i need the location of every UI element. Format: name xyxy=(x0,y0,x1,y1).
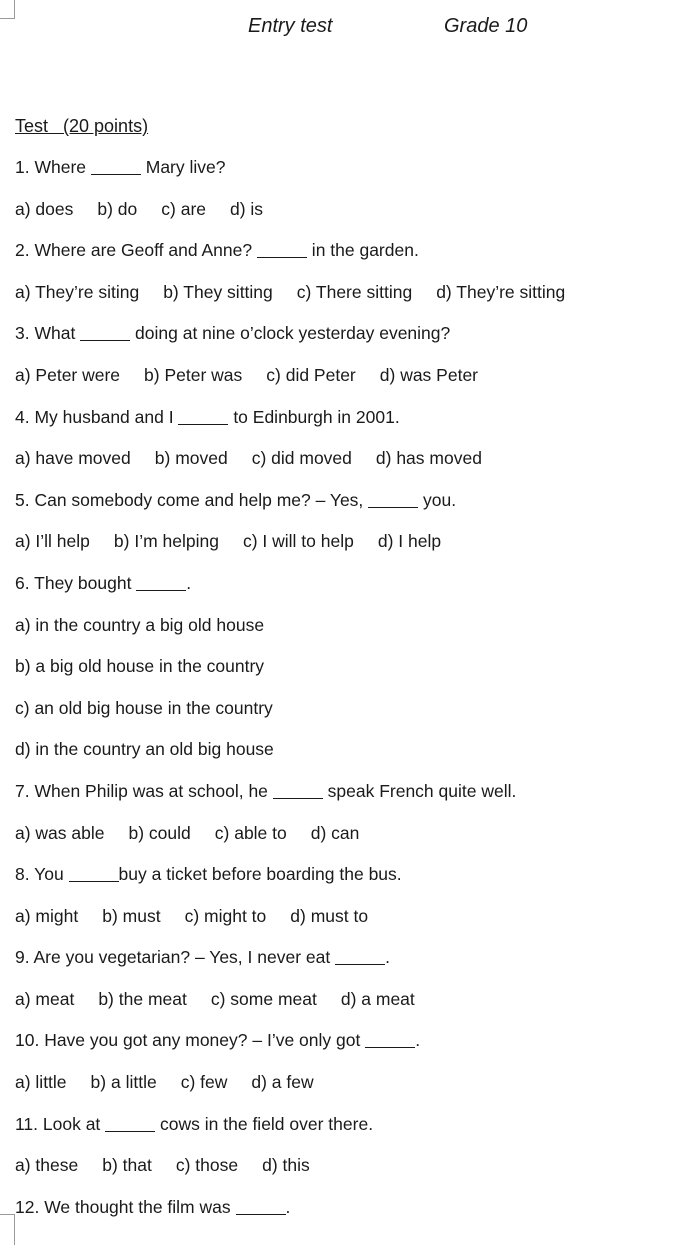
answer-options xyxy=(15,196,675,238)
answer-option[interactable]: d) was Peter xyxy=(379,364,478,385)
answer-options xyxy=(15,986,675,1028)
question-text: 9. Are you vegetarian? – Yes, I never eat xyxy=(15,947,336,968)
answer-option[interactable]: a) I’ll help xyxy=(15,531,90,552)
answer-option[interactable]: d) They’re sitting xyxy=(436,281,566,302)
question-text-end: . xyxy=(415,1030,421,1051)
answer-options xyxy=(15,1152,675,1194)
question-text: 7. When Philip was at school, he xyxy=(15,780,273,801)
question-11 xyxy=(15,1111,675,1153)
question-text-end: doing at nine o’clock yesterday evening? xyxy=(130,323,451,344)
answer-option[interactable]: d) has moved xyxy=(375,448,482,469)
answer-blank[interactable] xyxy=(80,322,130,341)
answer-blank[interactable] xyxy=(105,1113,155,1132)
question-text-end: . xyxy=(385,947,390,968)
answer-blank[interactable] xyxy=(257,239,307,258)
page-corner-mark-bottom xyxy=(0,1214,15,1245)
answer-option[interactable]: c) might to xyxy=(184,905,267,926)
question-text-end: speak French quite well. xyxy=(322,780,517,801)
question-text-end: Mary live? xyxy=(140,157,226,177)
answer-option[interactable]: a) was able xyxy=(15,822,105,843)
test-title: Entry test xyxy=(248,15,333,37)
answer-options xyxy=(15,362,675,404)
answer-option[interactable]: d) this xyxy=(262,1155,310,1176)
answer-option[interactable]: a) meat xyxy=(15,988,75,1009)
page-corner-mark-top xyxy=(0,0,15,19)
answer-option[interactable]: a) They’re siting xyxy=(15,281,140,302)
question-6 xyxy=(15,570,675,612)
question-1 xyxy=(15,154,675,196)
answer-option[interactable]: c) are xyxy=(161,198,206,219)
answer-option[interactable]: a) might xyxy=(15,905,79,926)
answer-option[interactable]: a) little xyxy=(15,1072,67,1093)
question-8 xyxy=(15,861,675,903)
answer-blank[interactable] xyxy=(273,780,323,799)
question-text-end: to Edinburgh in 2001. xyxy=(228,406,400,427)
answer-option[interactable]: c) some meat xyxy=(210,988,317,1009)
answer-options xyxy=(15,279,675,321)
answer-blank[interactable] xyxy=(69,863,119,882)
answer-blank[interactable] xyxy=(368,489,418,508)
answer-option[interactable]: a) in the country a big old house xyxy=(15,614,265,635)
question-7 xyxy=(15,778,675,820)
question-12 xyxy=(15,1194,675,1236)
answer-option[interactable]: c) an old big house in the country xyxy=(15,697,273,718)
question-list xyxy=(15,154,675,1235)
question-text-end: cows in the field over there. xyxy=(155,1113,374,1134)
question-text-end: . xyxy=(186,572,192,593)
answer-option[interactable]: a) have moved xyxy=(15,448,131,469)
answer-option[interactable]: b) I’m helping xyxy=(113,531,219,552)
question-text-end: . xyxy=(285,1196,291,1217)
answer-option[interactable]: b) the meat xyxy=(98,988,187,1009)
question-text: 11. Look at xyxy=(15,1113,106,1134)
answer-option[interactable]: c) did Peter xyxy=(266,364,356,385)
question-text-end: in the garden. xyxy=(306,240,419,261)
answer-option[interactable]: b) Peter was xyxy=(144,364,243,385)
question-3 xyxy=(15,320,675,362)
question-text: 5. Can somebody come and help me? – Yes, xyxy=(15,489,369,510)
answer-option[interactable]: b) could xyxy=(128,822,191,843)
question-text: 6. They bought xyxy=(15,572,137,593)
answer-blank[interactable] xyxy=(335,946,385,965)
answer-options xyxy=(15,820,675,862)
answer-option[interactable]: a) Peter were xyxy=(15,364,121,385)
question-10 xyxy=(15,1027,675,1069)
answer-option[interactable]: c) There sitting xyxy=(296,281,413,302)
question-2 xyxy=(15,237,675,279)
answer-option[interactable]: c) did moved xyxy=(251,448,352,469)
answer-option[interactable]: a) does xyxy=(15,198,74,219)
answer-blank[interactable] xyxy=(136,572,186,591)
answer-options xyxy=(15,445,675,487)
question-4 xyxy=(15,404,675,446)
answer-blank[interactable] xyxy=(365,1029,415,1048)
answer-option[interactable]: b) moved xyxy=(154,448,228,469)
answer-option[interactable]: d) must to xyxy=(290,905,369,926)
answer-option[interactable]: b) that xyxy=(102,1155,152,1176)
answer-option[interactable]: b) They sitting xyxy=(163,281,273,302)
question-text-end: you. xyxy=(418,489,457,510)
answer-option[interactable]: c) able to xyxy=(214,822,287,843)
section-heading: Test (20 points) xyxy=(15,116,149,136)
answer-option[interactable]: b) do xyxy=(97,198,138,219)
question-text: 10. Have you got any money? – I’ve only got xyxy=(15,1030,366,1051)
question-text-end: buy a ticket before boarding the bus. xyxy=(118,864,402,885)
answer-option[interactable]: d) I help xyxy=(377,531,442,552)
answer-options xyxy=(15,1069,675,1111)
question-text: 1. Where xyxy=(15,157,91,177)
answer-blank[interactable] xyxy=(91,156,141,175)
question-5 xyxy=(15,487,675,529)
answer-option[interactable]: b) a big old house in the country xyxy=(15,656,265,677)
answer-option[interactable]: c) few xyxy=(180,1072,228,1093)
answer-option[interactable]: d) in the country an old big house xyxy=(15,739,274,760)
answer-option[interactable]: a) these xyxy=(15,1155,79,1176)
answer-option[interactable]: d) a few xyxy=(251,1072,314,1093)
answer-option[interactable]: c) those xyxy=(175,1155,239,1176)
answer-option[interactable]: b) a little xyxy=(90,1072,157,1093)
question-text: 2. Where are Geoff and Anne? xyxy=(15,240,257,261)
answer-options xyxy=(15,903,675,945)
question-text: 4. My husband and I xyxy=(15,406,179,427)
answer-options xyxy=(15,528,675,570)
question-9 xyxy=(15,944,675,986)
question-text: 3. What xyxy=(15,323,81,344)
answer-option[interactable]: d) is xyxy=(230,198,264,219)
answer-blank[interactable] xyxy=(178,406,228,425)
grade-label: Grade 10 xyxy=(444,15,528,37)
answer-option[interactable]: d) can xyxy=(310,822,360,843)
answer-option[interactable]: c) I will to help xyxy=(242,531,354,552)
answer-option[interactable]: d) a meat xyxy=(340,988,415,1009)
question-text: 8. You xyxy=(15,864,69,885)
answer-blank[interactable] xyxy=(236,1196,286,1215)
answer-option[interactable]: b) must xyxy=(102,905,161,926)
question-text: 12. We thought the film was xyxy=(15,1196,236,1217)
